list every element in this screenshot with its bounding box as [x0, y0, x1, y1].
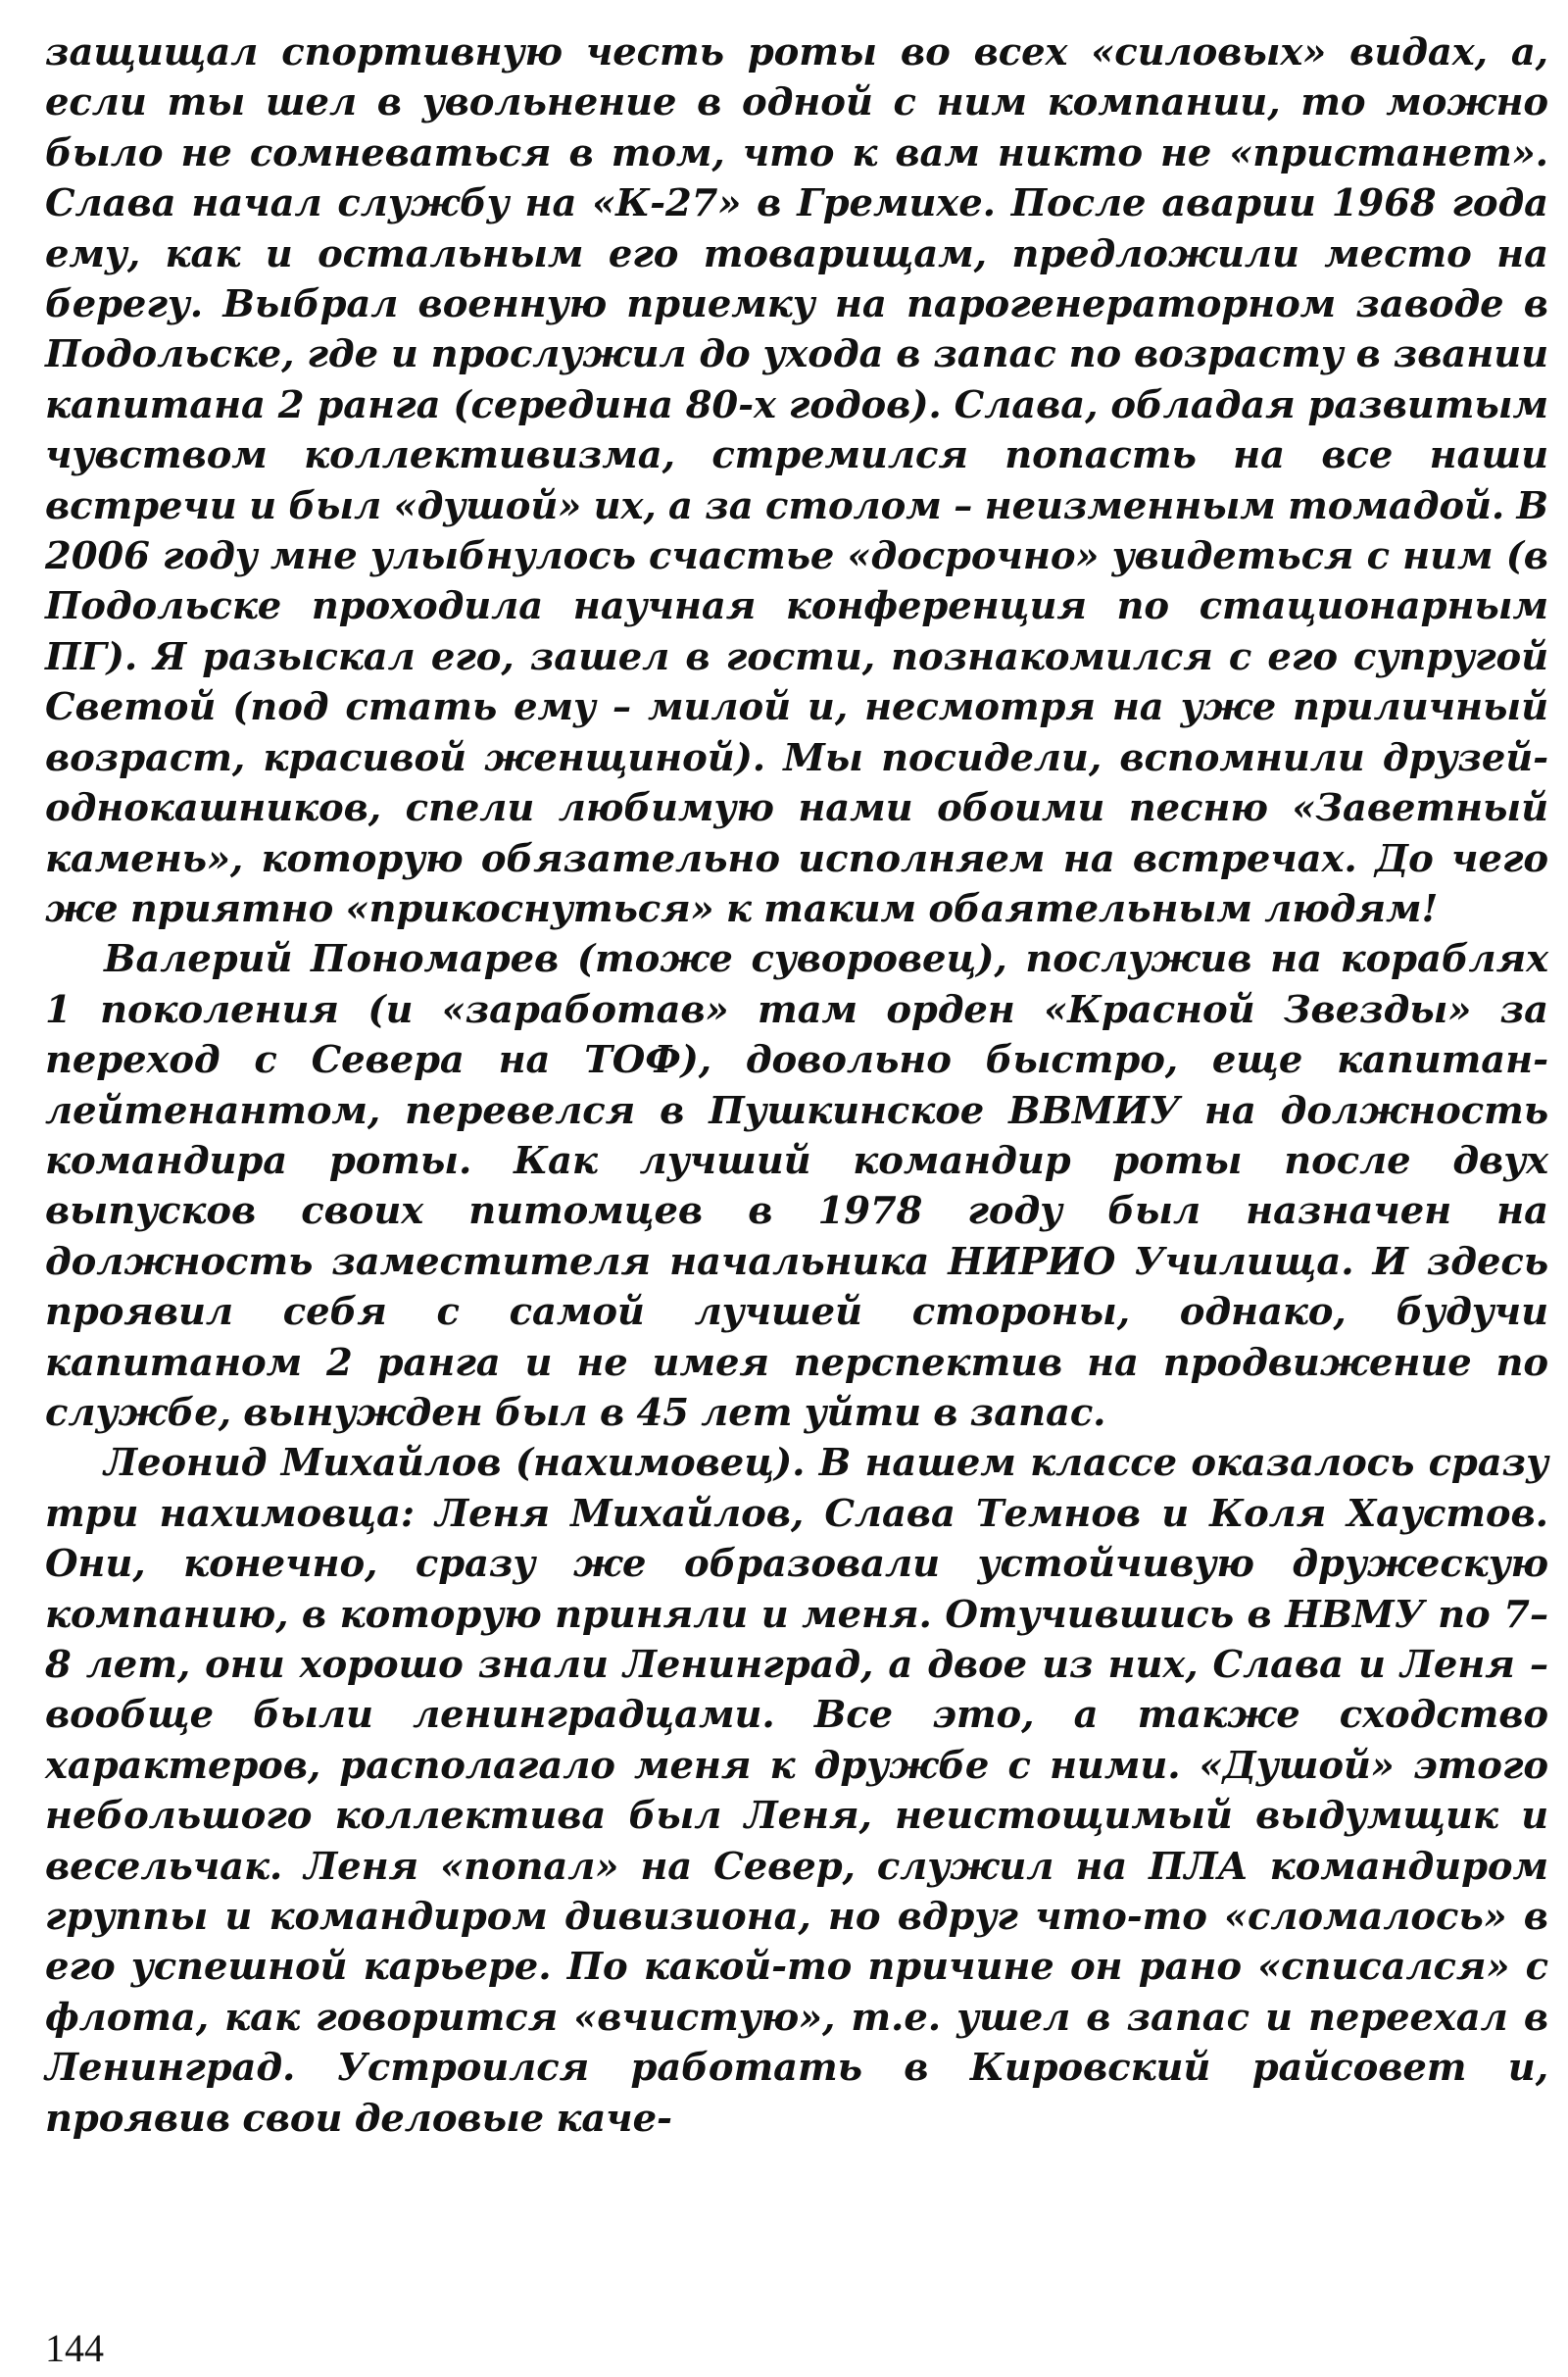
paragraph-1: защищал спортивную честь роты во всех «силовых» видах, а, если ты шел в увольнение в одной с ним компании, то можно было не сомневаться в том, что к вам никто не «пристанет». Слава начал службу на «К-27» в Гремихе. После аварии 1968 года ему, как и остальным его товарищам, предложили место на берегу. Выбрал военную приемку на парогенераторном заводе в Подольске, где и прослужил до ухода в запас по возрасту в звании капитана 2 ранга (середина 80-х годов). Слава, обладая развитым чувством коллективизма, стремился попасть на все наши встречи и был «душой» их, а за столом – неизменным томадой. В 2006 году мне улыбнулось счастье «досрочно» увидеться с ним (в Подольске проходила научная конференция по стационарным ПГ). Я разыскал его, зашел в гости, познакомился с его супругой Светой (под стать ему – милой и, несмотря на уже приличный возраст, красивой женщиной). Мы посидели, вспомнили друзей-однокашников, спели любимую нами обоими песню «Заветный камень», которую обязательно исполняем на встречах. До чего же приятно «прикоснуться» к таким обаятельным людям! — [45, 30, 1548, 931]
page-number: 144 — [45, 2326, 104, 2370]
page-text-body — [45, 27, 1548, 2360]
paragraph-2: Валерий Пономарев (тоже суворовец), послужив на кораблях 1 поколения (и «заработав» там орден «Красной Звезды» за переход с Севера на ТОФ), довольно быстро, еще капитан-лейтенантом, перевелся в Пушкинское ВВМИУ на должность командира роты. Как лучший командир роты после двух выпусков своих питомцев в 1978 году был назначен на должность заместителя начальника НИРИО Училища. И здесь проявил себя с самой лучшей стороны, однако, будучи капитаном 2 ранга и не имея перспектив на продвижение по службе, вынужден был в 45 лет уйти в запас. — [45, 937, 1548, 1435]
paragraph-3: Леонид Михайлов (нахимовец). В нашем классе оказалось сразу три нахимовца: Леня Михайлов, Слава Темнов и Коля Хаустов. Они, конечно, сразу же образовали устойчивую дружескую компанию, в которую приняли и меня. Отучившись в НВМУ по 7–8 лет, они хорошо знали Ленинград, а двое из них, Слава и Леня – вообще были ленинградцами. Все это, а также сходство характеров, располагало меня к дружбе с ними. «Душой» этого небольшого коллектива был Леня, неистощимый выдумщик и весельчак. Леня «попал» на Север, служил на ПЛА командиром группы и командиром дивизиона, но вдруг что-то «сломалось» в его успешной карьере. По какой-то причине он рано «списался» с флота, как говорится «вчистую», т.е. ушел в запас и переехал в Ленинград. Устроился работать в Кировский райсовет и, проявив свои деловые каче- — [45, 1441, 1548, 2141]
